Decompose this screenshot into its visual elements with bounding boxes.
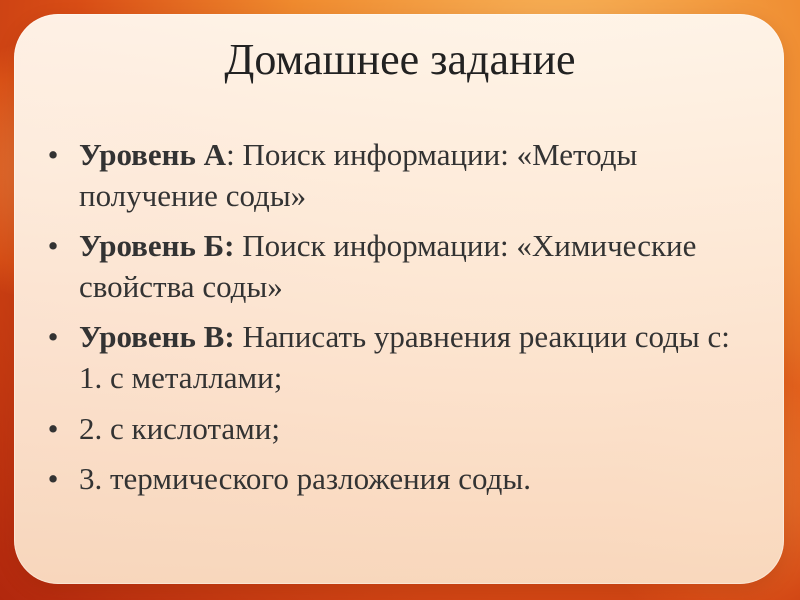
level-a-text: : Поиск информации: «Методы получение соды» (79, 137, 638, 213)
level-v-text: Написать уравнения реакции соды с: 1. с металлами; (79, 319, 730, 396)
bullet-icon: • (47, 410, 59, 446)
homework-content (42, 135, 732, 510)
level-a-label: Уровень А (79, 137, 227, 172)
level-v-label: Уровень В: (79, 319, 235, 355)
thermal-decomposition-text: 3. термического разложения соды. (79, 461, 531, 497)
acids-text: 2. с кислотами; (79, 410, 280, 446)
level-b-label: Уровень Б: (79, 228, 235, 264)
level-b-text: Поиск информации: «Химические свойства соды» (79, 228, 697, 304)
bullet-icon: • (47, 319, 59, 355)
bullet-icon: • (47, 137, 59, 172)
list-item-level-b (42, 226, 732, 307)
bullet-icon: • (47, 461, 59, 497)
list-item-acids (42, 409, 732, 450)
list-item-level-v (42, 317, 732, 398)
bullet-icon: • (47, 228, 59, 264)
homework-list (42, 135, 732, 500)
list-item-thermal-decomposition (42, 459, 732, 500)
list-item-level-a (42, 135, 732, 216)
slide-title: Домашнее задание (224, 35, 576, 84)
